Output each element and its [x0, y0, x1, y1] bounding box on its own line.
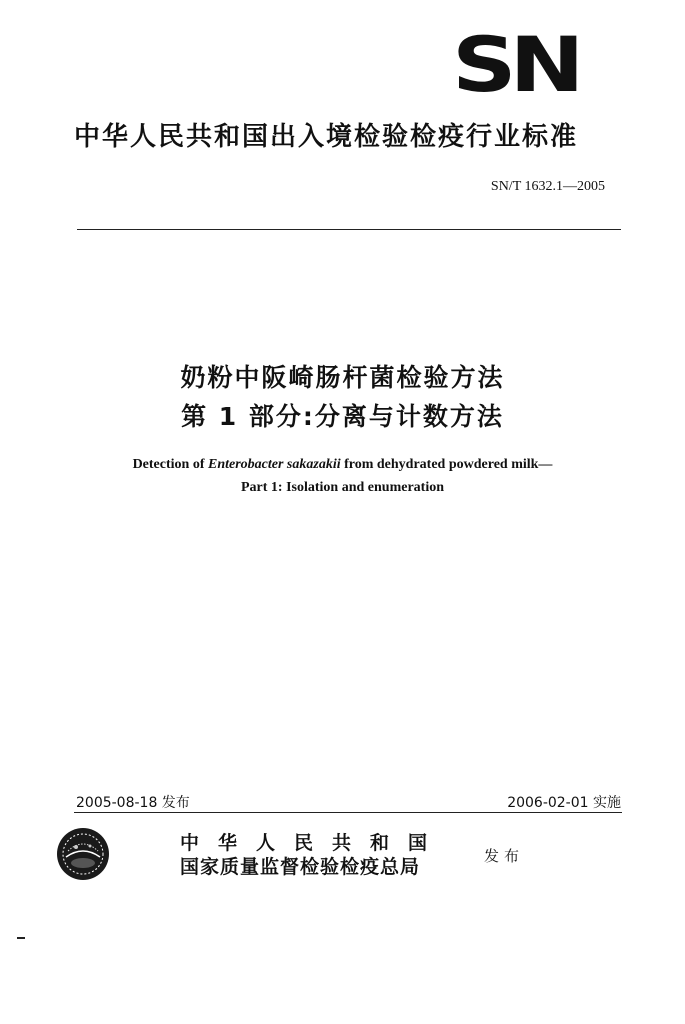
title-english-prefix: Detection of: [132, 457, 208, 472]
implementation-date: 2006-02-01 实施: [507, 795, 621, 811]
footer-divider: [74, 812, 622, 813]
sn-logo: SN: [452, 20, 578, 109]
issuer-line2: 国家质量监督检验检疫总局: [180, 856, 421, 878]
issue-date: 2005-08-18 发布: [76, 795, 190, 811]
title-english-organism: Enterobacter sakazakii: [207, 457, 341, 472]
publish-label: 发布: [484, 847, 525, 865]
issuer-line1: 中华人民共和国: [180, 832, 447, 854]
margin-mark: [17, 937, 25, 939]
standard-code: SN/T 1632.1—2005: [490, 179, 605, 194]
header-divider: [77, 229, 621, 230]
organization-title: 中华人民共和国出入境检验检疫行业标准: [74, 122, 579, 152]
national-emblem-seal: [56, 827, 110, 881]
title-english-suffix: from dehydrated powdered milk—: [340, 457, 553, 472]
title-english-line2: Part 1: Isolation and enumeration: [241, 480, 444, 495]
title-chinese-line1: 奶粉中阪崎肠杆菌检验方法: [180, 363, 505, 392]
title-chinese-line2: 第 1 部分:分离与计数方法: [181, 402, 504, 431]
title-english-line1: [0, 457, 685, 473]
